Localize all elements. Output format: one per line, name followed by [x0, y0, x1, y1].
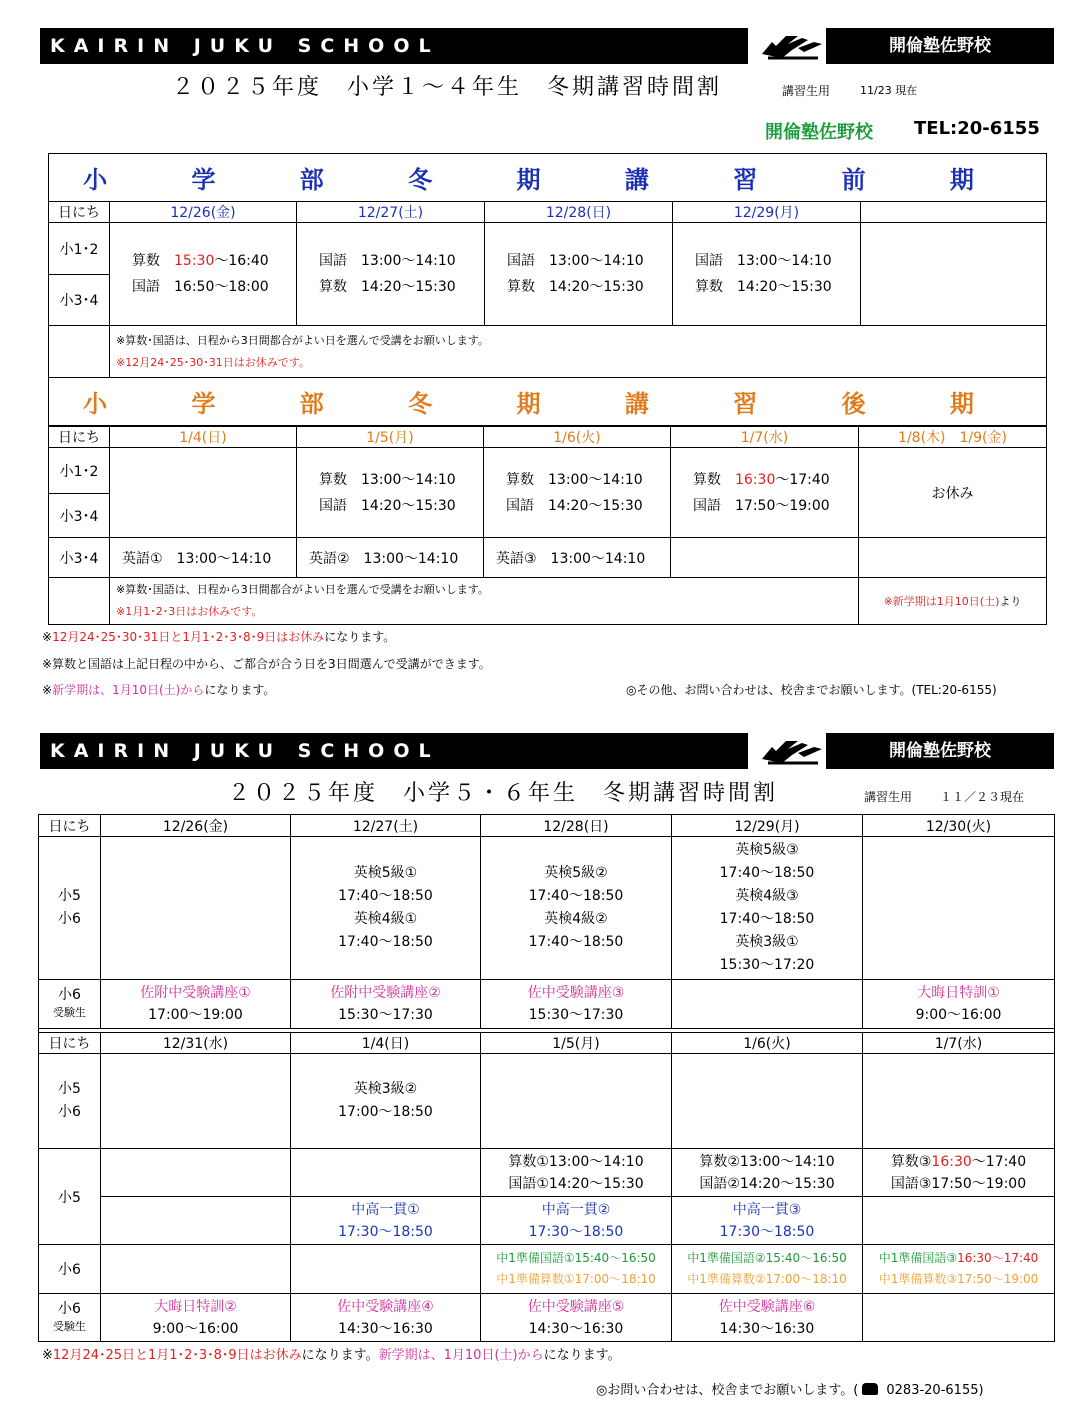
contact-name: 開倫塾佐野校 — [765, 122, 873, 143]
footnote-s2: ※12月24･25日と1月1･2･3･8･9日はお休みになります。新学期は、1月10日(土)からになります。 — [42, 1348, 621, 1363]
schedule-cell: 算数②13:00～14:10 国語②14:20～15:30 — [672, 1149, 863, 1197]
schedule-cell: 国語 13:00～14:10 算数 14:20～15:30 — [297, 223, 485, 326]
exam-cell: 佐附中受験講座② 15:30～17:30 — [291, 980, 481, 1029]
grade-label: 小6 — [39, 1245, 101, 1294]
exam-cell: 大晦日特訓① 9:00～16:00 — [863, 980, 1055, 1029]
front-notes: ※算数･国語は、日程から3日間都合がよい日を選んで受講をお願いします。 ※12月24･25･30･31日はお休みです。 — [110, 326, 1047, 378]
date-header: 12/31(水) — [101, 1033, 291, 1054]
schedule-cell: 算数 13:00～14:10 国語 14:20～15:30 — [297, 448, 484, 538]
contact-note: ◎お問い合わせは、校舎までお願いします。( 0283-20-6155) — [596, 1383, 984, 1398]
schedule-cell: 中高一貫① 17:30～18:50 — [291, 1197, 481, 1245]
back-term-heading: 小 学 部 冬 期 講 習 後 期 — [49, 378, 1047, 426]
date-header: 1/8(木) 1/9(金) — [859, 427, 1047, 448]
school-name: 開倫塾佐野校 — [826, 28, 1054, 64]
schedule-cell: 中1準備国語②15:40～16:50 中1準備算数②17:00～18:10 — [672, 1245, 863, 1294]
date-header: 1/5(月) — [481, 1033, 672, 1054]
row-label: 日にち — [49, 202, 110, 223]
footnote-2: ※算数と国語は上記日程の中から、ご都合が合う日を3日間選んで受講ができます。 — [42, 657, 491, 671]
brand-text: KAIRIN JUKU SCHOOL — [40, 28, 748, 64]
schedule-cell: 中1準備国語③16:30～17:40 中1準備算数③17:50～19:00 — [863, 1245, 1055, 1294]
grade-label: 小5 — [39, 1149, 101, 1245]
date-header: 12/30(火) — [863, 815, 1055, 837]
schedule-cell: 英検5級③ 17:40～18:50 英検4級③ 17:40～18:50 英検3級① 15:30～17:20 — [672, 837, 863, 980]
schedule-table-back — [48, 426, 1047, 625]
date-header: 1/4(日) — [110, 427, 297, 448]
brand-text: KAIRIN JUKU SCHOOL — [40, 733, 748, 769]
footnote-3: ※新学期は、1月10日(土)からになります。 — [42, 683, 276, 697]
page-title: ２０２５年度 小学５・６年生 冬期講習時間割 — [228, 781, 779, 806]
schedule-cell: 英検5級② 17:40～18:50 英検4級② 17:40～18:50 — [481, 837, 672, 980]
date-header: 1/7(水) — [863, 1033, 1055, 1054]
note-date: 11/23 現在 — [860, 84, 918, 97]
exam-cell: 佐中受験講座⑥ 14:30～16:30 — [672, 1294, 863, 1342]
schedule-cell: 英検5級① 17:40～18:50 英検4級① 17:40～18:50 — [291, 837, 481, 980]
grade-label: 小5 小6 — [39, 1054, 101, 1149]
header-bar — [40, 733, 1054, 769]
date-header: 12/26(金) — [101, 815, 291, 837]
date-header: 1/7(水) — [671, 427, 859, 448]
schedule-cell: 算数③16:30～17:40 国語③17:50～19:00 — [863, 1149, 1055, 1197]
schedule-table-5-6 — [38, 814, 1055, 1342]
rest-cell: お休み — [859, 448, 1047, 538]
date-header: 1/6(火) — [672, 1033, 863, 1054]
date-header: 12/28(日) — [485, 202, 673, 223]
schedule-cell: 国語 13:00～14:10 算数 14:20～15:30 — [485, 223, 673, 326]
english-class: 英語③ 13:00～14:10 — [484, 538, 671, 578]
schedule-cell: 中1準備国語①15:40～16:50 中1準備算数①17:00～18:10 — [481, 1245, 672, 1294]
school-name: 開倫塾佐野校 — [826, 733, 1054, 769]
date-header: 12/27(土) — [297, 202, 485, 223]
schedule-table-1-4 — [48, 153, 1047, 426]
date-header: 1/5(月) — [297, 427, 484, 448]
grade-label: 小6 受験生 — [39, 980, 101, 1029]
row-label: 日にち — [39, 815, 101, 837]
header-bar — [40, 28, 1054, 64]
exam-cell: 佐中受験講座③ 15:30～17:30 — [481, 980, 672, 1029]
schedule-cell: 算数 13:00～14:10 国語 14:20～15:30 — [484, 448, 671, 538]
phone-icon — [862, 1383, 878, 1395]
date-header: 12/26(金) — [110, 202, 297, 223]
grade-label: 小6 受験生 — [39, 1294, 101, 1342]
grade-label: 小1･2 — [49, 448, 110, 494]
page-title: ２０２５年度 小学１～４年生 冬期講習時間割 — [172, 75, 723, 100]
schedule-cell: 英検3級② 17:00～18:50 — [291, 1054, 481, 1149]
date-header: 1/6(火) — [484, 427, 671, 448]
grade-label: 小3･4 — [49, 275, 110, 326]
schedule-cell: 算数 15:30～16:40 国語 16:50～18:00 — [110, 223, 297, 326]
date-header: 12/27(土) — [291, 815, 481, 837]
schedule-cell: 中高一貫② 17:30～18:50 — [481, 1197, 672, 1245]
date-header: 12/29(月) — [672, 815, 863, 837]
date-header: 12/29(月) — [673, 202, 861, 223]
contact-note: ◎その他、お問い合わせは、校舎までお願いします。(TEL:20-6155) — [626, 683, 997, 697]
schedule-cell: 算数①13:00～14:10 国語①14:20～15:30 — [481, 1149, 672, 1197]
new-term-note: ※新学期は1月10日(土)より — [859, 578, 1047, 625]
note-user: 講習生用 — [864, 790, 913, 804]
exam-cell: 佐中受験講座④ 14:30～16:30 — [291, 1294, 481, 1342]
english-class: 英語① 13:00～14:10 — [110, 538, 297, 578]
date-header: 1/4(日) — [291, 1033, 481, 1054]
exam-cell: 大晦日特訓② 9:00～16:00 — [101, 1294, 291, 1342]
grade-label: 小5 小6 — [39, 837, 101, 980]
grade-label: 小3･4 — [49, 538, 110, 578]
contact-tel: TEL:20-6155 — [914, 118, 1040, 139]
english-class: 英語② 13:00～14:10 — [297, 538, 484, 578]
grade-label: 小1･2 — [49, 223, 110, 275]
schedule-cell: 国語 13:00～14:10 算数 14:20～15:30 — [673, 223, 861, 326]
footnote-1: ※12月24･25･30･31日と1月1･2･3･8･9日はお休みになります。 — [42, 630, 396, 644]
row-label: 日にち — [39, 1033, 101, 1054]
grade-label: 小3･4 — [49, 494, 110, 538]
schedule-cell: 算数 16:30～17:40 国語 17:50～19:00 — [671, 448, 859, 538]
exam-cell: 佐附中受験講座① 17:00～19:00 — [101, 980, 291, 1029]
row-label: 日にち — [49, 427, 110, 448]
date-header: 12/28(日) — [481, 815, 672, 837]
front-term-heading: 小 学 部 冬 期 講 習 前 期 — [49, 154, 1047, 202]
note-date: １１／２３現在 — [940, 790, 1025, 804]
back-notes: ※算数･国語は、日程から3日間都合がよい日を選んで受講をお願いします。 ※1月1･2･3日はお休みです。 — [110, 578, 859, 625]
note-user: 講習生用 — [782, 84, 831, 98]
exam-cell: 佐中受験講座⑤ 14:30～16:30 — [481, 1294, 672, 1342]
schedule-cell: 中高一貫③ 17:30～18:50 — [672, 1197, 863, 1245]
